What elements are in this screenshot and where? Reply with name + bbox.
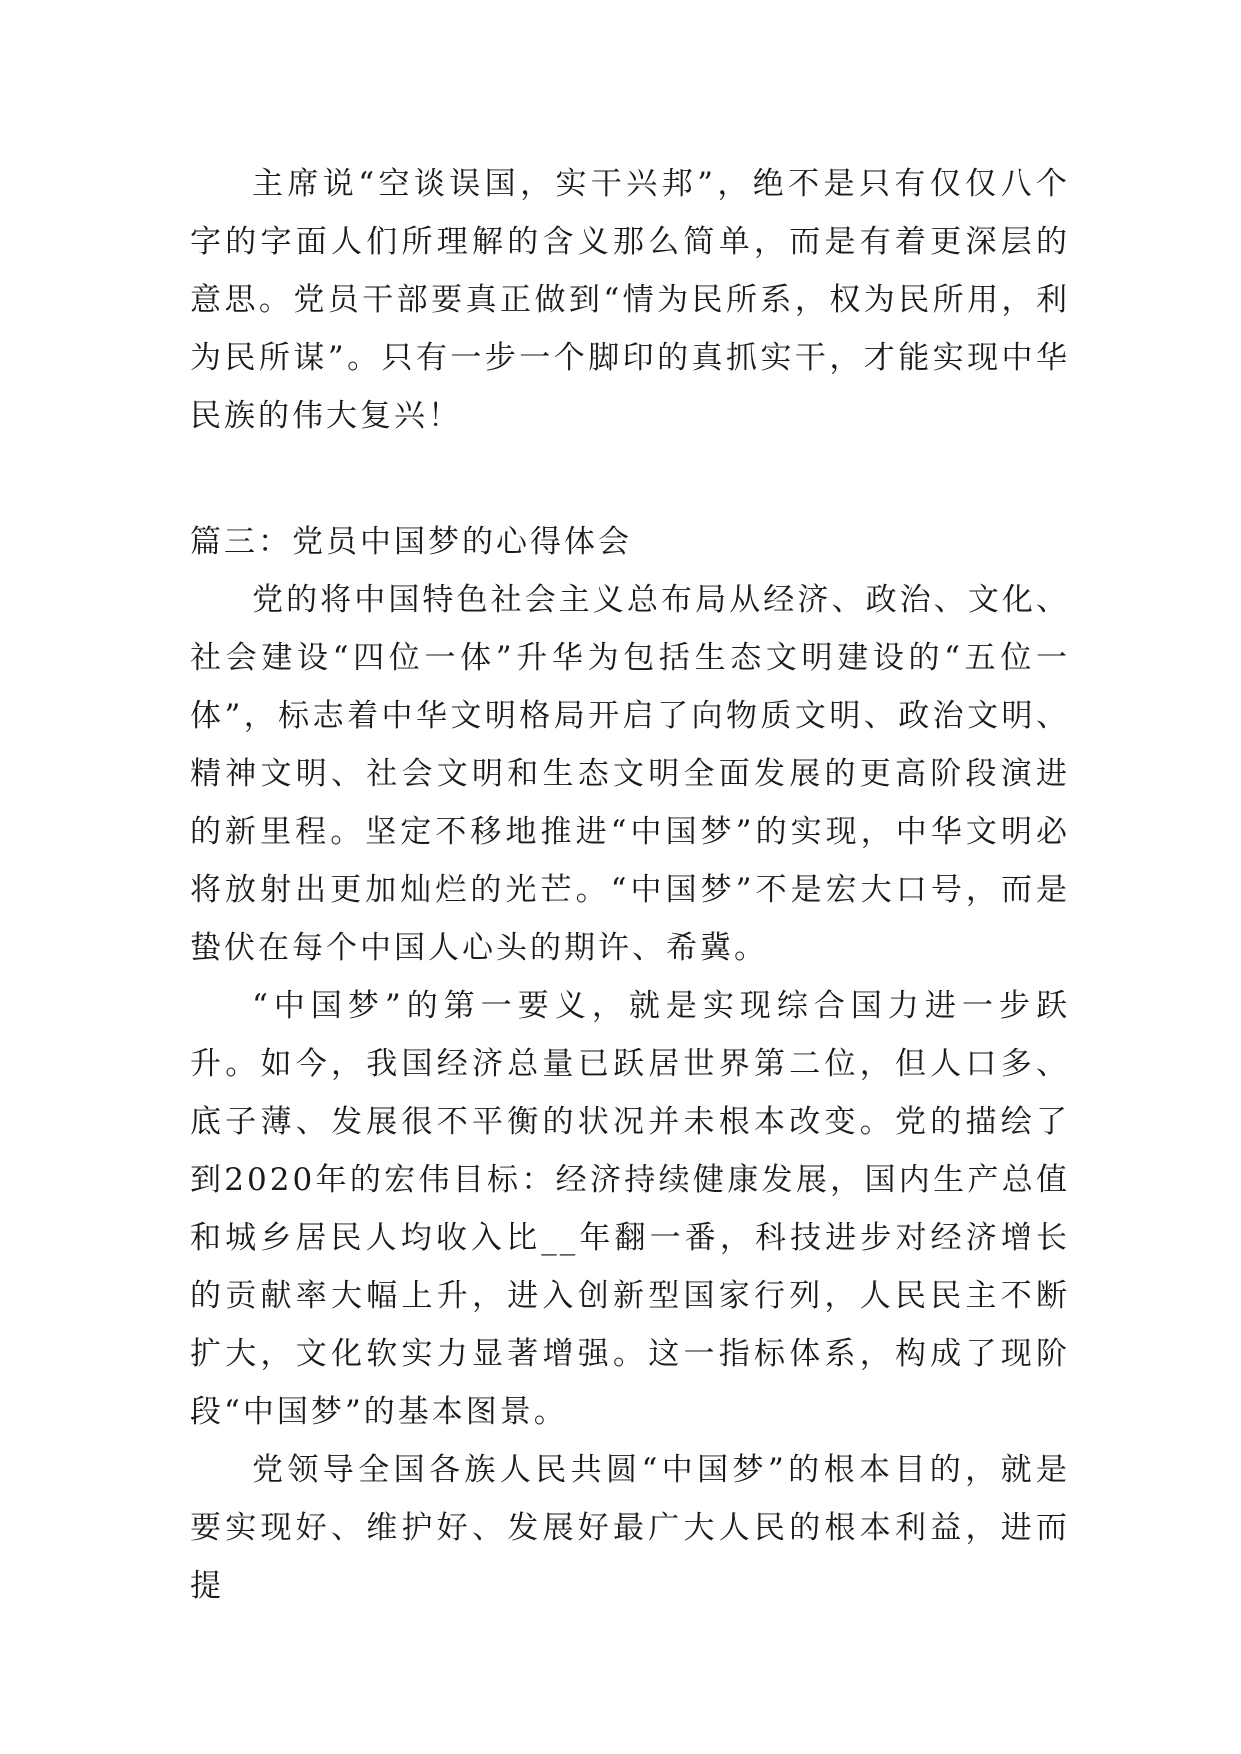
- paragraph-3: 党领导全国各族人民共圆“中国梦”的根本目的，就是要实现好、维护好、发展好最广大人民的根本利益，进而提: [190, 1452, 1070, 1604]
- section-heading: 篇三：党员中国梦的心得体会: [190, 524, 632, 560]
- paragraph-1: 党的将中国特色社会主义总布局从经济、政治、文化、社会建设“四位一体”升华为包括生态文明建设的“五位一体”，标志着中华文明格局开启了向物质文明、政治文明、精神文明、社会文明和生态文明全面发展的更高阶段演进的新里程。坚定不移地推进“中国梦”的实现，中华文明必将放射出更加灿烂的光芒。“中国梦”不是宏大口号，而是蛰伏在每个中国人心头的期许、希冀。: [190, 582, 1070, 966]
- document-body: [190, 155, 1070, 1615]
- paragraph-intro: 主席说“空谈误国，实干兴邦”，绝不是只有仅仅八个字的字面人们所理解的含义那么简单，而是有着更深层的意思。党员干部要真正做到“情为民所系，权为民所用，利为民所谋”。只有一步一个脚印的真抓实干，才能实现中华民族的伟大复兴！: [190, 166, 1070, 434]
- paragraph-2: “中国梦”的第一要义，就是实现综合国力进一步跃升。如今，我国经济总量已跃居世界第二位，但人口多、底子薄、发展很不平衡的状况并未根本改变。党的描绘了到2020年的宏伟目标：经济持续健康发展，国内生产总值和城乡居民人均收入比__年翻一番，科技进步对经济增长的贡献率大幅上升，进入创新型国家行列，人民民主不断扩大，文化软实力显著增强。这一指标体系，构成了现阶段“中国梦”的基本图景。: [190, 988, 1070, 1430]
